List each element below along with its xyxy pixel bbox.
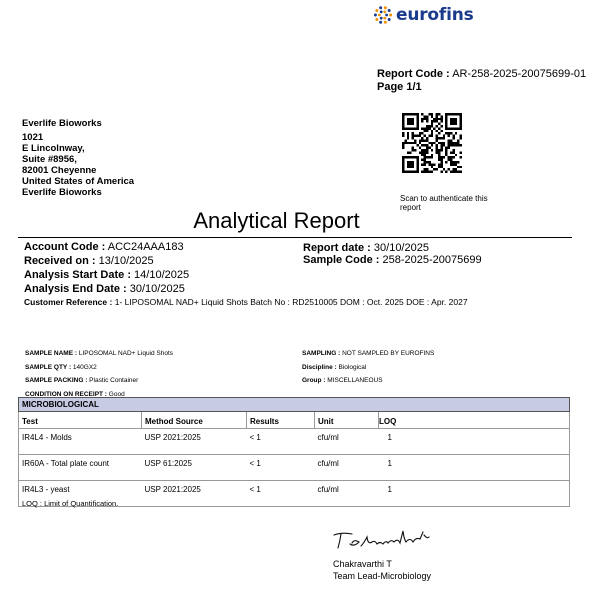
signer-block bbox=[333, 558, 431, 582]
column-header: Method Source bbox=[142, 412, 247, 429]
group: Group : MISCELLANEOUS bbox=[302, 377, 383, 384]
column-header: Results bbox=[247, 412, 315, 429]
address-line: Suite #8956, bbox=[22, 154, 77, 165]
discipline: Discipline : Biological bbox=[302, 363, 367, 371]
eurofins-star-logo-icon bbox=[373, 5, 393, 25]
report-code-label: Report Code : bbox=[377, 68, 450, 80]
sample-info-left bbox=[25, 347, 173, 401]
client-address bbox=[22, 118, 134, 198]
title-divider bbox=[18, 237, 572, 238]
cell-result: < 1 bbox=[247, 455, 315, 481]
results-table bbox=[18, 397, 570, 507]
qr-caption: Scan to authenticate this report bbox=[400, 194, 488, 212]
cell-test: IR4L4 - Molds bbox=[19, 429, 142, 455]
report-title: Analytical Report bbox=[193, 208, 360, 233]
table-row bbox=[19, 455, 570, 481]
sample-info-right bbox=[302, 347, 434, 388]
handwritten-signature bbox=[330, 527, 435, 552]
cell-result: < 1 bbox=[247, 481, 315, 507]
sample-name: SAMPLE NAME : LIPOSOMAL NAD+ Liquid Shots bbox=[25, 350, 174, 357]
address-line: E Lincolnway, bbox=[22, 143, 85, 154]
condition-on-receipt: CONDITION ON RECEIPT : Good bbox=[25, 390, 125, 398]
section-title: MICROBIOLOGICAL bbox=[19, 398, 570, 412]
loq-note: LOQ : Limit of Quantification. bbox=[22, 499, 119, 508]
column-header-row bbox=[19, 412, 570, 429]
cell-method: USP 61:2025 bbox=[142, 455, 247, 481]
sample-code: Sample Code : 258-2025-20075699 bbox=[303, 254, 482, 266]
header-left bbox=[24, 240, 189, 296]
signer-name: Chakravarthi T bbox=[333, 559, 392, 569]
signer-role: Team Lead-Microbiology bbox=[333, 571, 432, 581]
sample-qty: SAMPLE QTY : 140GX2 bbox=[25, 363, 97, 371]
sample-packing: SAMPLE PACKING : Plastic Container bbox=[25, 377, 139, 384]
column-header: LOQ bbox=[379, 412, 570, 429]
address-line: Everlife Bioworks bbox=[22, 187, 102, 198]
report-code-value: AR-258-2025-20075699-01 bbox=[452, 68, 587, 80]
cell-result: < 1 bbox=[247, 429, 315, 455]
address-line: 82001 Cheyenne bbox=[22, 165, 97, 176]
cell-test: IR60A - Total plate count bbox=[19, 455, 142, 481]
column-header: Test bbox=[19, 412, 142, 429]
customer-reference-value: 1- LIPOSOMAL NAD+ Liquid Shots Batch No : RD2510005 DOM : Oct. 2025 DOE : Apr. 2027 bbox=[114, 297, 468, 307]
cell-method: USP 2021:2025 bbox=[142, 481, 247, 507]
analysis-end: Analysis End Date : 30/10/2025 bbox=[24, 283, 185, 295]
cell-unit: cfu/ml bbox=[315, 429, 379, 455]
cell-loq: 1 bbox=[379, 429, 570, 455]
sampling: SAMPLING : NOT SAMPLED BY EUROFINS bbox=[302, 350, 435, 357]
qr-code[interactable] bbox=[402, 113, 462, 173]
page-number: Page 1/1 bbox=[377, 81, 422, 93]
section-header-row bbox=[19, 398, 570, 412]
cell-method: USP 2021:2025 bbox=[142, 429, 247, 455]
report-date: Report date : 30/10/2025 bbox=[303, 242, 429, 254]
cell-unit: cfu/ml bbox=[315, 455, 379, 481]
eurofins-logo bbox=[373, 4, 474, 26]
table-row bbox=[19, 429, 570, 455]
customer-reference bbox=[24, 297, 468, 307]
logo-text: eurofins bbox=[396, 5, 474, 25]
cell-loq: 1 bbox=[379, 455, 570, 481]
cell-unit: cfu/ml bbox=[315, 481, 379, 507]
address-line: 1021 bbox=[22, 132, 44, 143]
header-right bbox=[303, 242, 482, 266]
column-header: Unit bbox=[315, 412, 379, 429]
account-code: Account Code : ACC24AAA183 bbox=[24, 241, 184, 253]
cell-loq: 1 bbox=[379, 481, 570, 507]
analysis-start: Analysis Start Date : 14/10/2025 bbox=[24, 269, 190, 281]
customer-reference-label: Customer Reference : bbox=[24, 297, 113, 307]
received-on: Received on : 13/10/2025 bbox=[24, 255, 154, 267]
report-code bbox=[377, 68, 586, 81]
cell-test: IR4L3 - yeast bbox=[19, 481, 142, 507]
client-name: Everlife Bioworks bbox=[22, 118, 102, 129]
address-line: United States of America bbox=[22, 176, 135, 187]
